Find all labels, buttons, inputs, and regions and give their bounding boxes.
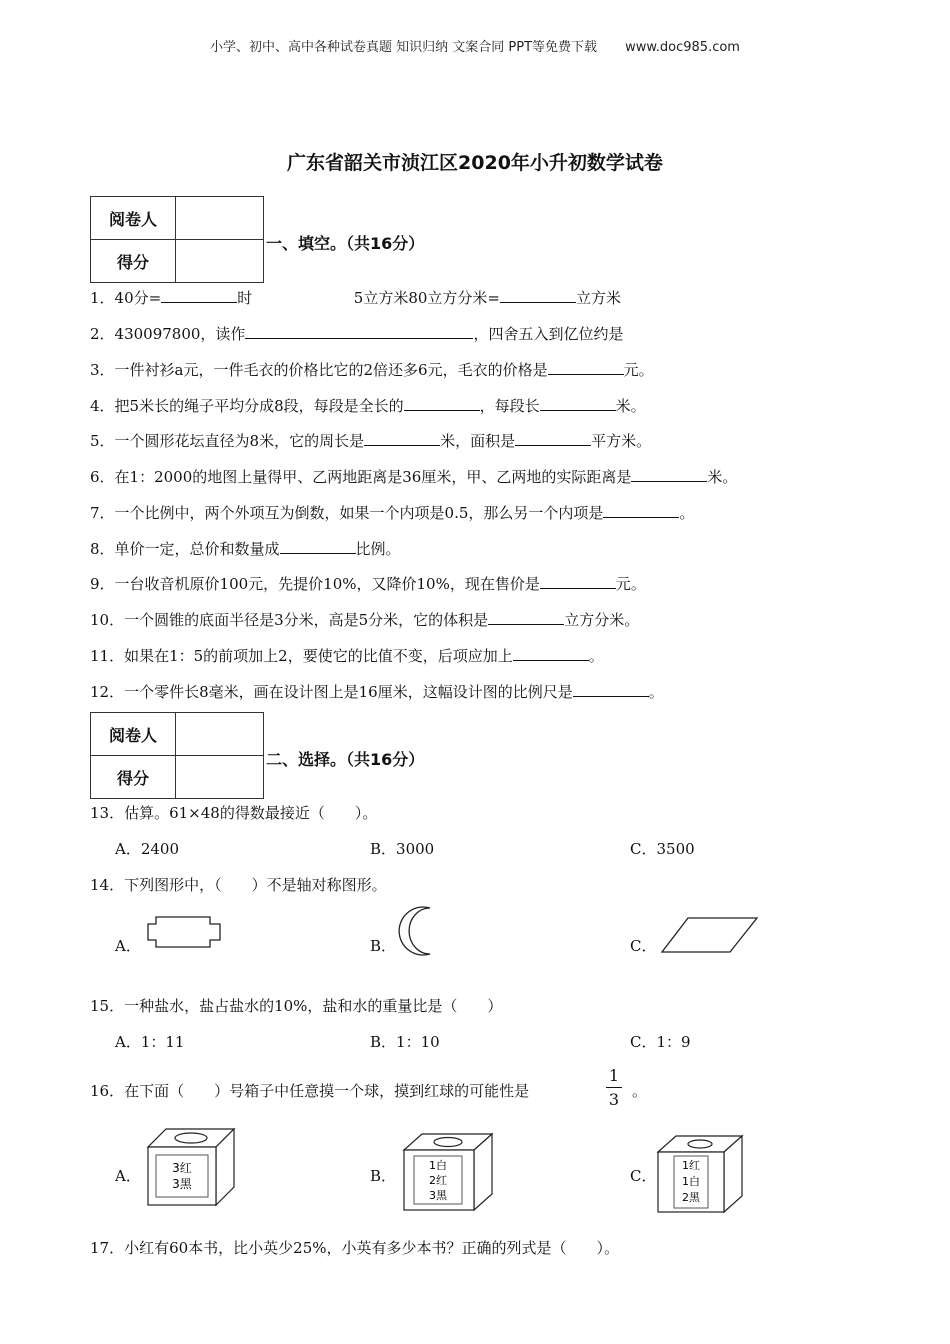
header-text: 小学、初中、高中各种试卷真题 知识归纳 文案合同 PPT等免费下载 xyxy=(210,40,598,55)
question-14: 14．下列图形中，（ ）不是轴对称图形。 xyxy=(90,876,387,894)
ball-box-b-figure xyxy=(402,1132,494,1212)
option-a[interactable]: A．1：11 xyxy=(115,1033,185,1051)
question-17: 17．小红有60本书，比小英少25%，小英有多少本书？正确的列式是（ ）。 xyxy=(90,1239,620,1257)
reviewer-label: 阅卷人 xyxy=(91,197,176,240)
option-b[interactable]: B．1：10 xyxy=(370,1033,440,1051)
score-table xyxy=(90,196,264,283)
answer-blank[interactable] xyxy=(603,502,679,518)
answer-blank[interactable] xyxy=(548,359,624,375)
question-10: 10．一个圆锥的底面半径是3分米，高是5分米，它的体积是 立方分米。 xyxy=(90,611,640,629)
question-9: 9．一台收音机原价100元，先提价10%，又降价10%，现在售价是 元。 xyxy=(90,575,646,593)
question-11: 11．如果在1：5的前项加上2，要使它的比值不变，后项应加上 。 xyxy=(90,647,604,665)
section-title: 二、选择。（共16分） xyxy=(266,750,425,769)
answer-blank[interactable] xyxy=(280,538,356,554)
option-a[interactable]: A．2400 xyxy=(115,840,180,858)
option-b[interactable]: B． xyxy=(370,1167,397,1185)
box-c-line-2: 1白 xyxy=(682,1175,700,1188)
reviewer-cell[interactable] xyxy=(176,713,264,756)
question-2: 2．430097800，读作 ，四舍五入到亿位约是 xyxy=(90,325,624,343)
score-cell[interactable] xyxy=(176,756,264,799)
box-b-line-2: 2红 xyxy=(429,1174,447,1187)
question-15: 15．一种盐水，盐占盐水的10%，盐和水的重量比是（ ） xyxy=(90,997,503,1015)
answer-blank[interactable] xyxy=(364,430,440,446)
question-12: 12．一个零件长8毫米，画在设计图上是16厘米，这幅设计图的比例尺是 。 xyxy=(90,683,664,701)
answer-blank[interactable] xyxy=(500,287,576,303)
box-b-line-3: 3黑 xyxy=(429,1189,447,1202)
answer-blank[interactable] xyxy=(245,323,473,339)
question-16-end: 。 xyxy=(632,1082,648,1100)
box-b-line-1: 1白 xyxy=(429,1159,447,1172)
option-c[interactable]: C．1：9 xyxy=(630,1033,691,1051)
answer-blank[interactable] xyxy=(540,573,616,589)
reviewer-label: 阅卷人 xyxy=(91,713,176,756)
score-label: 得分 xyxy=(91,756,176,799)
answer-blank[interactable] xyxy=(161,287,237,303)
section-title: 一、填空。（共16分） xyxy=(266,234,425,253)
cross-shape-figure xyxy=(146,912,222,952)
option-c[interactable]: C．3500 xyxy=(630,840,695,858)
box-a-line-1: 3红 xyxy=(172,1161,192,1175)
score-label: 得分 xyxy=(91,240,176,283)
answer-blank[interactable] xyxy=(540,395,616,411)
question-8: 8．单价一定，总价和数量成 比例。 xyxy=(90,540,401,558)
reviewer-cell[interactable] xyxy=(176,197,264,240)
option-b[interactable]: B．3000 xyxy=(370,840,435,858)
answer-blank[interactable] xyxy=(513,645,589,661)
answer-blank[interactable] xyxy=(404,395,480,411)
crescent-moon-figure xyxy=(400,905,440,957)
question-4: 4．把5米长的绳子平均分成8段，每段是全长的 ，每段长 米。 xyxy=(90,397,646,415)
answer-blank[interactable] xyxy=(573,681,649,697)
header-url[interactable]: www.doc985.com xyxy=(625,40,740,55)
option-c[interactable]: C． xyxy=(630,937,657,955)
question-13: 13．估算。61×48的得数最接近（ ）。 xyxy=(90,804,378,822)
score-cell[interactable] xyxy=(176,240,264,283)
parallelogram-figure xyxy=(660,916,760,954)
question-16: 16．在下面（ ）号箱子中任意摸一个球，摸到红球的可能性是 xyxy=(90,1082,530,1100)
question-7: 7．一个比例中，两个外项互为倒数，如果一个内项是0.5，那么另一个内项是 。 xyxy=(90,504,695,522)
score-table xyxy=(90,712,264,799)
answer-blank[interactable] xyxy=(515,430,591,446)
question-1: 1．40分= 时 5立方米80立方分米= 立方米 xyxy=(90,289,621,307)
box-c-line-1: 1红 xyxy=(682,1159,700,1172)
ball-box-a-figure xyxy=(146,1127,236,1207)
ball-box-c-figure xyxy=(656,1134,744,1214)
option-b[interactable]: B． xyxy=(370,937,397,955)
option-a[interactable]: A． xyxy=(115,1167,141,1185)
question-5: 5．一个圆形花坛直径为8米，它的周长是 米，面积是 平方米。 xyxy=(90,432,652,450)
answer-blank[interactable] xyxy=(631,466,707,482)
page-title: 广东省韶关市浈江区2020年小升初数学试卷 xyxy=(287,152,663,174)
option-a[interactable]: A． xyxy=(115,937,141,955)
box-a-line-2: 3黑 xyxy=(172,1177,192,1191)
page-header xyxy=(0,36,950,55)
question-3: 3．一件衬衫a元，一件毛衣的价格比它的2倍还多6元，毛衣的价格是 元。 xyxy=(90,361,654,379)
question-6: 6．在1：2000的地图上量得甲、乙两地距离是36厘米，甲、乙两地的实际距离是 米。 xyxy=(90,468,738,486)
fraction-one-third: 1 3 xyxy=(606,1066,622,1109)
option-c[interactable]: C． xyxy=(630,1167,657,1185)
box-c-line-3: 2黑 xyxy=(682,1191,700,1204)
answer-blank[interactable] xyxy=(488,609,564,625)
